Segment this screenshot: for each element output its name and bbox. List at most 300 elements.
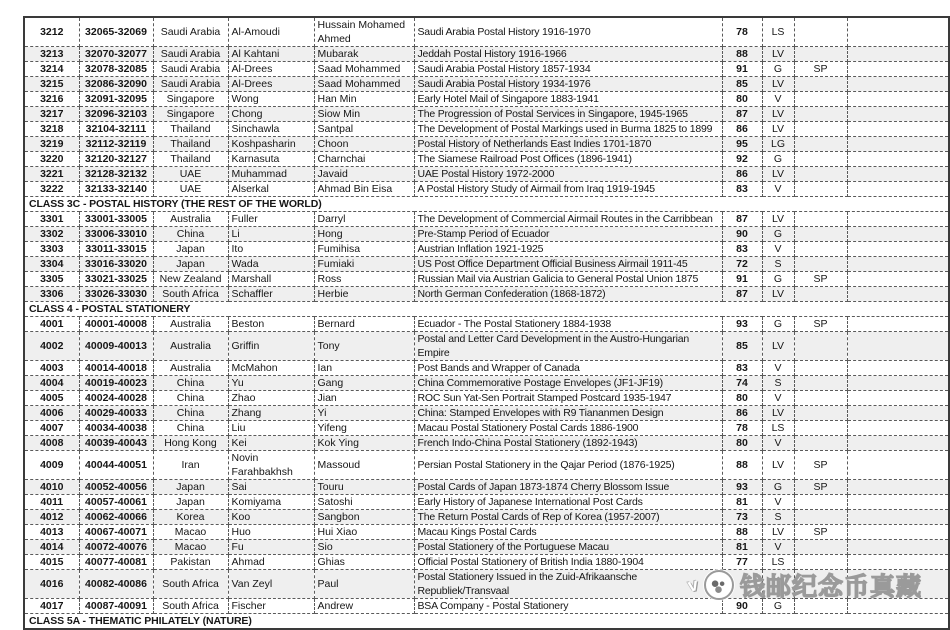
cell-given: Hussain Mohamed Ahmed [314, 17, 414, 47]
cell-score: 83 [722, 242, 762, 257]
exhibition-results-table [23, 16, 950, 630]
cell-score: 83 [722, 361, 762, 376]
cell-frames: 40062-40066 [79, 510, 153, 525]
cell-score: 95 [722, 137, 762, 152]
cell-prize [794, 137, 847, 152]
cell-extra [847, 272, 949, 287]
cell-surname: Zhao [228, 391, 314, 406]
cell-id: 4009 [24, 451, 79, 480]
cell-score: 91 [722, 272, 762, 287]
cell-country: South Africa [153, 599, 228, 614]
cell-score: 85 [722, 332, 762, 361]
cell-extra [847, 436, 949, 451]
cell-surname: Liu [228, 421, 314, 436]
cell-score: 93 [722, 317, 762, 332]
cell-title: Saudi Arabia Postal History 1916-1970 [414, 17, 722, 47]
cell-given: Javaid [314, 167, 414, 182]
cell-country: Macao [153, 525, 228, 540]
cell-frames: 33006-33010 [79, 227, 153, 242]
cell-frames: 32104-32111 [79, 122, 153, 137]
table-row [24, 212, 949, 227]
cell-medal: LV [762, 77, 794, 92]
table-row [24, 137, 949, 152]
cell-given: Yifeng [314, 421, 414, 436]
cell-prize [794, 182, 847, 197]
cell-medal: LV [762, 47, 794, 62]
cell-country: China [153, 406, 228, 421]
cell-frames: 40039-40043 [79, 436, 153, 451]
cell-given: Santpal [314, 122, 414, 137]
cell-score: 93 [722, 480, 762, 495]
cell-score: 80 [722, 436, 762, 451]
cell-id: 4017 [24, 599, 79, 614]
cell-surname: Koo [228, 510, 314, 525]
cell-medal: G [762, 599, 794, 614]
cell-country: New Zealand [153, 272, 228, 287]
cell-extra [847, 451, 949, 480]
cell-extra [847, 182, 949, 197]
cell-surname: Koshpasharin [228, 137, 314, 152]
cell-score: 83 [722, 182, 762, 197]
table-row [24, 92, 949, 107]
cell-id: 4010 [24, 480, 79, 495]
table-row [24, 391, 949, 406]
cell-medal: V [762, 540, 794, 555]
cell-surname: Novin Farahbakhsh [228, 451, 314, 480]
cell-given: Kok Ying [314, 436, 414, 451]
cell-country: Pakistan [153, 555, 228, 570]
cell-id: 4004 [24, 376, 79, 391]
cell-country: Australia [153, 332, 228, 361]
cell-id: 4006 [24, 406, 79, 421]
cell-frames: 32091-32095 [79, 92, 153, 107]
cell-extra [847, 92, 949, 107]
cell-surname: Marshall [228, 272, 314, 287]
section-header-label: CLASS 4 - POSTAL STATIONERY [24, 302, 949, 317]
cell-extra [847, 107, 949, 122]
cell-surname: Kei [228, 436, 314, 451]
table-row [24, 570, 949, 599]
cell-country: Thailand [153, 137, 228, 152]
cell-country: Japan [153, 480, 228, 495]
table-row [24, 525, 949, 540]
cell-extra [847, 287, 949, 302]
cell-id: 3302 [24, 227, 79, 242]
cell-frames: 40014-40018 [79, 361, 153, 376]
cell-score: 72 [722, 257, 762, 272]
cell-frames: 40024-40028 [79, 391, 153, 406]
cell-prize [794, 17, 847, 47]
cell-extra [847, 152, 949, 167]
cell-score: 78 [722, 17, 762, 47]
cell-score: 81 [722, 540, 762, 555]
cell-id: 3218 [24, 122, 79, 137]
cell-prize [794, 599, 847, 614]
cell-surname: Al Kahtani [228, 47, 314, 62]
cell-title: The Progression of Postal Services in Singapore, 1945-1965 [414, 107, 722, 122]
cell-medal: V [762, 242, 794, 257]
section-header-row [24, 197, 949, 212]
cell-extra [847, 332, 949, 361]
cell-id: 4015 [24, 555, 79, 570]
cell-id: 4008 [24, 436, 79, 451]
cell-extra [847, 525, 949, 540]
cell-extra [847, 540, 949, 555]
cell-prize [794, 391, 847, 406]
cell-country: Saudi Arabia [153, 62, 228, 77]
table-row [24, 555, 949, 570]
cell-surname: Al-Drees [228, 77, 314, 92]
cell-title: Austrian Inflation 1921-1925 [414, 242, 722, 257]
table-row [24, 122, 949, 137]
cell-score: 92 [722, 152, 762, 167]
cell-score: 86 [722, 406, 762, 421]
cell-id: 4003 [24, 361, 79, 376]
cell-score: 77 [722, 555, 762, 570]
cell-given: Herbie [314, 287, 414, 302]
cell-given: Sangbon [314, 510, 414, 525]
cell-extra [847, 555, 949, 570]
table-row [24, 242, 949, 257]
cell-prize [794, 47, 847, 62]
results-table-sheet [23, 16, 950, 630]
cell-frames: 33011-33015 [79, 242, 153, 257]
cell-medal: LS [762, 555, 794, 570]
cell-country: Japan [153, 257, 228, 272]
cell-surname: Wada [228, 257, 314, 272]
cell-score: 85 [722, 77, 762, 92]
cell-title: Official Postal Stationery of British India 1880-1904 [414, 555, 722, 570]
cell-frames: 32070-32077 [79, 47, 153, 62]
cell-country: UAE [153, 182, 228, 197]
cell-score: 80 [722, 391, 762, 406]
cell-country: China [153, 227, 228, 242]
cell-title: Postal Stationery of the Portuguese Macau [414, 540, 722, 555]
cell-given: Bernard [314, 317, 414, 332]
table-row [24, 480, 949, 495]
table-row [24, 376, 949, 391]
cell-prize [794, 212, 847, 227]
cell-extra [847, 376, 949, 391]
cell-country: Iran [153, 451, 228, 480]
cell-id: 3301 [24, 212, 79, 227]
cell-medal: V [762, 182, 794, 197]
cell-extra [847, 47, 949, 62]
cell-score: 86 [722, 122, 762, 137]
cell-given: Hong [314, 227, 414, 242]
cell-frames: 40072-40076 [79, 540, 153, 555]
table-row [24, 332, 949, 361]
cell-prize [794, 167, 847, 182]
cell-frames: 40082-40086 [79, 570, 153, 599]
cell-title: Macau Kings Postal Cards [414, 525, 722, 540]
table-row [24, 152, 949, 167]
cell-id: 3216 [24, 92, 79, 107]
cell-title: Post Bands and Wrapper of Canada [414, 361, 722, 376]
cell-title: UAE Postal History 1972-2000 [414, 167, 722, 182]
cell-prize [794, 421, 847, 436]
cell-given: Fumihisa [314, 242, 414, 257]
cell-frames: 32112-32119 [79, 137, 153, 152]
cell-given: Hui Xiao [314, 525, 414, 540]
cell-title: Postal Stationery Issued in the Zuid-Afrikaansche Republiek/Transvaal [414, 570, 722, 599]
cell-country: Singapore [153, 107, 228, 122]
cell-frames: 32065-32069 [79, 17, 153, 47]
table-row [24, 182, 949, 197]
cell-score: 81 [722, 495, 762, 510]
cell-prize: SP [794, 525, 847, 540]
cell-prize [794, 77, 847, 92]
cell-frames: 40067-40071 [79, 525, 153, 540]
cell-country: China [153, 421, 228, 436]
cell-surname: Al-Amoudi [228, 17, 314, 47]
table-row [24, 510, 949, 525]
cell-extra [847, 317, 949, 332]
cell-medal: LV [762, 332, 794, 361]
cell-id: 4005 [24, 391, 79, 406]
cell-title: French Indo-China Postal Stationery (1892-1943) [414, 436, 722, 451]
cell-frames: 40044-40051 [79, 451, 153, 480]
cell-frames: 33016-33020 [79, 257, 153, 272]
cell-title: The Siamese Railroad Post Offices (1896-1941) [414, 152, 722, 167]
table-row [24, 361, 949, 376]
cell-prize: SP [794, 317, 847, 332]
cell-medal: LV [762, 451, 794, 480]
cell-prize: SP [794, 62, 847, 77]
cell-id: 4014 [24, 540, 79, 555]
cell-given: Ian [314, 361, 414, 376]
cell-given: Tony [314, 332, 414, 361]
cell-surname: Schaffler [228, 287, 314, 302]
cell-title: Russian Mail via Austrian Galicia to General Postal Union 1875 [414, 272, 722, 287]
cell-medal: G [762, 62, 794, 77]
cell-extra [847, 406, 949, 421]
cell-score: 74 [722, 376, 762, 391]
table-row [24, 495, 949, 510]
cell-given: Darryl [314, 212, 414, 227]
watermark-check-icon: v [685, 573, 700, 596]
cell-title: ROC Sun Yat-Sen Portrait Stamped Postcard 1935-1947 [414, 391, 722, 406]
cell-prize: SP [794, 451, 847, 480]
cell-surname: Zhang [228, 406, 314, 421]
cell-country: Saudi Arabia [153, 77, 228, 92]
cell-extra [847, 17, 949, 47]
cell-prize [794, 107, 847, 122]
cell-medal: V [762, 436, 794, 451]
cell-id: 3213 [24, 47, 79, 62]
cell-extra [847, 510, 949, 525]
cell-surname: Wong [228, 92, 314, 107]
cell-score: 88 [722, 525, 762, 540]
table-row [24, 421, 949, 436]
cell-extra [847, 122, 949, 137]
cell-score: 87 [722, 212, 762, 227]
cell-id: 4007 [24, 421, 79, 436]
cell-extra [847, 212, 949, 227]
cell-surname: Komiyama [228, 495, 314, 510]
cell-frames: 40077-40081 [79, 555, 153, 570]
cell-title: Postal Cards of Japan 1873-1874 Cherry Blossom Issue [414, 480, 722, 495]
cell-title: Postal History of Netherlands East Indies 1701-1870 [414, 137, 722, 152]
results-table-body [24, 17, 949, 629]
cell-title: A Postal History Study of Airmail from Iraq 1919-1945 [414, 182, 722, 197]
cell-score: 90 [722, 227, 762, 242]
cell-prize [794, 540, 847, 555]
cell-medal [762, 570, 794, 599]
cell-id: 4013 [24, 525, 79, 540]
cell-medal: G [762, 317, 794, 332]
cell-country: Saudi Arabia [153, 17, 228, 47]
cell-id: 3214 [24, 62, 79, 77]
cell-score: 78 [722, 421, 762, 436]
cell-id: 3220 [24, 152, 79, 167]
cell-given: Saad Mohammed [314, 62, 414, 77]
cell-frames: 40087-40091 [79, 599, 153, 614]
cell-score: 86 [722, 167, 762, 182]
cell-medal: G [762, 480, 794, 495]
cell-score: 88 [722, 47, 762, 62]
cell-surname: Fuller [228, 212, 314, 227]
cell-country: Thailand [153, 122, 228, 137]
cell-extra [847, 480, 949, 495]
cell-extra [847, 167, 949, 182]
cell-frames: 32078-32085 [79, 62, 153, 77]
cell-given: Sio [314, 540, 414, 555]
cell-frames: 40057-40061 [79, 495, 153, 510]
cell-given: Paul [314, 570, 414, 599]
cell-frames: 40009-40013 [79, 332, 153, 361]
cell-frames: 32128-32132 [79, 167, 153, 182]
table-row [24, 107, 949, 122]
cell-prize [794, 361, 847, 376]
cell-country: UAE [153, 167, 228, 182]
cell-surname: Chong [228, 107, 314, 122]
cell-score: 87 [722, 107, 762, 122]
cell-medal: G [762, 227, 794, 242]
cell-surname: Al-Drees [228, 62, 314, 77]
cell-country: Singapore [153, 92, 228, 107]
cell-given: Choon [314, 137, 414, 152]
cell-prize [794, 376, 847, 391]
cell-score: 90 [722, 599, 762, 614]
cell-extra [847, 421, 949, 436]
table-row [24, 540, 949, 555]
cell-frames: 32120-32127 [79, 152, 153, 167]
cell-surname: Van Zeyl [228, 570, 314, 599]
cell-medal: LV [762, 167, 794, 182]
cell-prize [794, 92, 847, 107]
cell-surname: Sai [228, 480, 314, 495]
table-row [24, 272, 949, 287]
cell-id: 4001 [24, 317, 79, 332]
cell-medal: LS [762, 421, 794, 436]
cell-title: Postal and Letter Card Development in the Austro-Hungarian Empire [414, 332, 722, 361]
cell-medal: LV [762, 406, 794, 421]
cell-title: Jeddah Postal History 1916-1966 [414, 47, 722, 62]
cell-country: China [153, 376, 228, 391]
cell-id: 3303 [24, 242, 79, 257]
cell-prize [794, 257, 847, 272]
table-row [24, 599, 949, 614]
cell-prize: SP [794, 272, 847, 287]
cell-title: The Development of Postal Markings used in Burma 1825 to 1899 [414, 122, 722, 137]
cell-extra [847, 257, 949, 272]
cell-id: 3217 [24, 107, 79, 122]
cell-country: Korea [153, 510, 228, 525]
cell-given: Ross [314, 272, 414, 287]
cell-score: 91 [722, 62, 762, 77]
cell-score: 73 [722, 510, 762, 525]
table-row [24, 451, 949, 480]
cell-surname: Alserkal [228, 182, 314, 197]
cell-surname: Muhammad [228, 167, 314, 182]
cell-score: 80 [722, 92, 762, 107]
cell-country: South Africa [153, 570, 228, 599]
cell-prize [794, 495, 847, 510]
cell-prize: SP [794, 480, 847, 495]
cell-score [722, 570, 762, 599]
cell-extra [847, 227, 949, 242]
cell-medal: S [762, 257, 794, 272]
cell-medal: V [762, 495, 794, 510]
cell-frames: 40019-40023 [79, 376, 153, 391]
table-row [24, 257, 949, 272]
cell-surname: Fischer [228, 599, 314, 614]
cell-medal: LS [762, 17, 794, 47]
cell-country: Hong Kong [153, 436, 228, 451]
cell-prize [794, 436, 847, 451]
cell-medal: S [762, 376, 794, 391]
cell-country: China [153, 391, 228, 406]
cell-prize [794, 242, 847, 257]
table-row [24, 287, 949, 302]
cell-title: The Return Postal Cards of Rep of Korea (1957-2007) [414, 510, 722, 525]
cell-title: Persian Postal Stationery in the Qajar Period (1876-1925) [414, 451, 722, 480]
cell-frames: 40052-40056 [79, 480, 153, 495]
cell-medal: V [762, 391, 794, 406]
table-row [24, 77, 949, 92]
cell-id: 3212 [24, 17, 79, 47]
cell-frames: 33021-33025 [79, 272, 153, 287]
cell-prize [794, 406, 847, 421]
cell-country: Saudi Arabia [153, 47, 228, 62]
cell-given: Gang [314, 376, 414, 391]
cell-given: Ghias [314, 555, 414, 570]
cell-score: 88 [722, 451, 762, 480]
cell-extra [847, 570, 949, 599]
cell-surname: McMahon [228, 361, 314, 376]
cell-title: Ecuador - The Postal Stationery 1884-1938 [414, 317, 722, 332]
section-header-row [24, 614, 949, 630]
cell-given: Massoud [314, 451, 414, 480]
cell-prize [794, 122, 847, 137]
cell-score: 87 [722, 287, 762, 302]
cell-country: Australia [153, 317, 228, 332]
cell-prize [794, 332, 847, 361]
table-row [24, 62, 949, 77]
cell-id: 3219 [24, 137, 79, 152]
table-row [24, 436, 949, 451]
cell-given: Saad Mohammed [314, 77, 414, 92]
cell-frames: 32096-32103 [79, 107, 153, 122]
cell-medal: V [762, 92, 794, 107]
cell-frames: 33001-33005 [79, 212, 153, 227]
table-row [24, 47, 949, 62]
cell-surname: Beston [228, 317, 314, 332]
cell-frames: 32086-32090 [79, 77, 153, 92]
cell-title: Saudi Arabia Postal History 1934-1976 [414, 77, 722, 92]
cell-id: 4016 [24, 570, 79, 599]
